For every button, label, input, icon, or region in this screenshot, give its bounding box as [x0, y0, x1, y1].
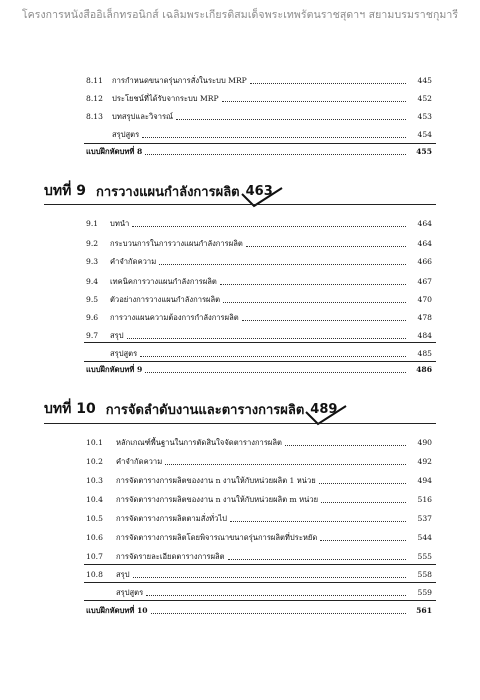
toc-row-page: 555 — [417, 552, 432, 561]
toc-row-page: 452 — [417, 94, 432, 103]
toc-row-number: 10.5 — [86, 514, 103, 523]
toc-row-10-1 — [86, 437, 432, 448]
toc-row-page: 490 — [417, 438, 432, 447]
toc-row-title: แบบฝึกหัดบทที่ 10 — [86, 606, 148, 615]
leader-dots — [228, 559, 406, 560]
toc-row-page: 453 — [417, 112, 432, 121]
divider — [84, 143, 436, 144]
toc-row-number: 9.5 — [86, 295, 99, 304]
toc-row-8-12 — [86, 93, 432, 104]
toc-row-title: การกำหนดขนาดรุ่นการสั่งในระบบ MRP — [112, 76, 247, 85]
toc-row-title: การจัดตารางการผลิตตามสั่งทั่วไป — [116, 514, 227, 523]
chapter-divider — [44, 423, 436, 424]
toc-row-page: 559 — [417, 588, 432, 597]
divider — [84, 600, 436, 601]
divider — [84, 582, 436, 583]
toc-row-10-2 — [86, 456, 432, 467]
leader-dots — [242, 320, 406, 321]
chapter-title: การวางแผนกำลังการผลิต — [95, 184, 240, 200]
toc-row-title: สรุปสูตร — [116, 588, 144, 597]
toc-row-page: 561 — [416, 606, 432, 615]
toc-row-page: 466 — [417, 257, 432, 266]
leader-dots — [151, 613, 406, 614]
toc-row-title: บทสรุปและวิจารณ์ — [112, 112, 174, 121]
leader-dots — [176, 119, 406, 120]
toc-row-10-8 — [86, 569, 432, 580]
leader-dots — [223, 302, 406, 303]
toc-row-page: 486 — [416, 365, 432, 374]
toc-row-number: 10.1 — [86, 438, 103, 447]
toc-row-page: 464 — [417, 239, 432, 248]
leader-dots — [285, 445, 406, 446]
toc-row-title: บทนำ — [110, 219, 130, 228]
toc-row-10-6 — [86, 532, 432, 543]
toc-row-title: ประโยชน์ที่ได้รับจากระบบ MRP — [112, 94, 219, 103]
toc-row-number: 9.7 — [86, 331, 99, 340]
toc-row-page: 464 — [417, 219, 432, 228]
toc-row-title: สรุปสูตร — [112, 130, 140, 139]
toc-row-title: เทคนิคการวางแผนกำลังการผลิต — [110, 277, 217, 286]
chapter-9-heading — [44, 180, 273, 202]
toc-row-summary-8 — [112, 129, 432, 140]
leader-dots — [222, 101, 406, 102]
toc-row-number: 9.4 — [86, 277, 99, 286]
toc-row-title: ตัวอย่างการวางแผนกำลังการผลิต — [110, 295, 221, 304]
toc-row-title: หลักเกณฑ์พื้นฐานในการตัดสินใจจัดตารางการผลิต — [116, 438, 282, 447]
toc-row-title: แบบฝึกหัดบทที่ 9 — [86, 365, 143, 374]
chapter-page-number: 463 — [245, 183, 273, 199]
toc-row-8-13 — [86, 111, 432, 122]
toc-row-page: 478 — [417, 313, 432, 322]
toc-row-page: 470 — [417, 295, 432, 304]
toc-row-9-5 — [86, 294, 432, 305]
leader-dots — [246, 246, 406, 247]
leader-dots — [321, 502, 406, 503]
leader-dots — [142, 137, 406, 138]
page-header: โครงการหนังสืออิเล็กทรอนิกส์ เฉลิมพระเกียรติสมเด็จพระเทพรัตนราชสุดาฯ สยามบรมราชกุมารี — [21, 9, 459, 21]
toc-row-page: 494 — [417, 476, 432, 485]
leader-dots — [133, 577, 406, 578]
divider — [84, 361, 436, 362]
toc-row-exercise-9 — [86, 364, 432, 375]
toc-row-number: 10.2 — [86, 457, 103, 466]
leader-dots — [140, 356, 406, 357]
leader-dots — [319, 483, 406, 484]
toc-row-page: 484 — [417, 331, 432, 340]
toc-row-summary-9 — [110, 348, 432, 359]
toc-row-8-11 — [86, 75, 432, 86]
leader-dots — [220, 284, 406, 285]
toc-row-title: กระบวนการในการวางแผนกำลังการผลิต — [110, 239, 243, 248]
toc-row-9-3 — [86, 256, 432, 267]
leader-dots — [127, 338, 406, 339]
chapter-page — [310, 402, 337, 417]
toc-row-number: 10.8 — [86, 570, 103, 579]
leader-dots — [159, 264, 406, 265]
chapter-page — [246, 184, 273, 199]
divider — [84, 342, 436, 343]
leader-dots — [132, 226, 406, 227]
chapter-page-number: 489 — [310, 401, 338, 417]
toc-row-exercise-8 — [86, 146, 432, 157]
toc-row-10-3 — [86, 475, 432, 486]
toc-row-title: การวางแผนความต้องการกำลังการผลิต — [110, 313, 239, 322]
toc-row-title: แบบฝึกหัดบทที่ 8 — [86, 147, 143, 156]
toc-row-9-6 — [86, 312, 432, 323]
toc-row-number: 10.6 — [86, 533, 103, 542]
toc-row-page: 445 — [417, 76, 432, 85]
toc-row-page: 485 — [417, 349, 432, 358]
toc-row-number: 10.4 — [86, 495, 103, 504]
toc-row-title: คำจำกัดความ — [116, 457, 163, 466]
toc-row-title: การจัดตารางการผลิตโดยพิจารณาขนาดรุ่นการผลิตที่ประหยัด — [116, 533, 318, 542]
toc-row-page: 516 — [417, 495, 432, 504]
toc-row-10-4 — [86, 494, 432, 505]
leader-dots — [165, 464, 406, 465]
toc-row-number: 9.6 — [86, 313, 99, 322]
toc-row-number: 8.13 — [86, 112, 103, 121]
toc-row-9-7 — [86, 330, 432, 341]
toc-row-page: 454 — [417, 130, 432, 139]
toc-row-number: 9.3 — [86, 257, 99, 266]
leader-dots — [145, 372, 406, 373]
toc-row-10-5 — [86, 513, 432, 524]
toc-row-9-1 — [86, 218, 432, 229]
toc-row-title: สรุป — [116, 570, 130, 579]
toc-row-number: 9.1 — [86, 219, 99, 228]
chapter-label: บทที่ 9 — [44, 183, 86, 199]
chapter-label: บทที่ 10 — [44, 401, 96, 417]
chapter-10-heading — [44, 398, 337, 420]
toc-row-number: 10.3 — [86, 476, 103, 485]
leader-dots — [230, 521, 406, 522]
toc-row-number: 8.11 — [86, 76, 103, 85]
toc-row-10-7 — [86, 551, 432, 562]
chapter-divider — [44, 204, 436, 205]
toc-row-page: 455 — [416, 147, 432, 156]
toc-row-title: สรุปสูตร — [110, 349, 138, 358]
toc-row-page: 467 — [417, 277, 432, 286]
toc-row-number: 9.2 — [86, 239, 99, 248]
leader-dots — [145, 154, 406, 155]
leader-dots — [250, 83, 406, 84]
toc-row-9-4 — [86, 276, 432, 287]
leader-dots — [320, 540, 406, 541]
toc-row-title: การจัดรายละเอียดตารางการผลิต — [116, 552, 225, 561]
toc-row-title: สรุป — [110, 331, 124, 340]
toc-row-page: 544 — [417, 533, 432, 542]
toc-row-summary-10 — [116, 587, 432, 598]
toc-row-page: 492 — [417, 457, 432, 466]
toc-row-9-2 — [86, 238, 432, 249]
toc-row-title: คำจำกัดความ — [110, 257, 157, 266]
toc-row-number: 8.12 — [86, 94, 103, 103]
toc-row-number: 10.7 — [86, 552, 103, 561]
leader-dots — [146, 595, 406, 596]
toc-row-title: การจัดตารางการผลิตของงาน n งานให้กับหน่วยผลิต 1 หน่วย — [116, 476, 316, 485]
divider — [84, 564, 436, 565]
toc-row-title: การจัดตารางการผลิตของงาน n งานให้กับหน่วยผลิต m หน่วย — [116, 495, 319, 504]
toc-row-exercise-10 — [86, 605, 432, 616]
toc-row-page: 558 — [417, 570, 432, 579]
toc-row-page: 537 — [417, 514, 432, 523]
chapter-title: การจัดลำดับงานและตารางการผลิต — [105, 402, 305, 418]
